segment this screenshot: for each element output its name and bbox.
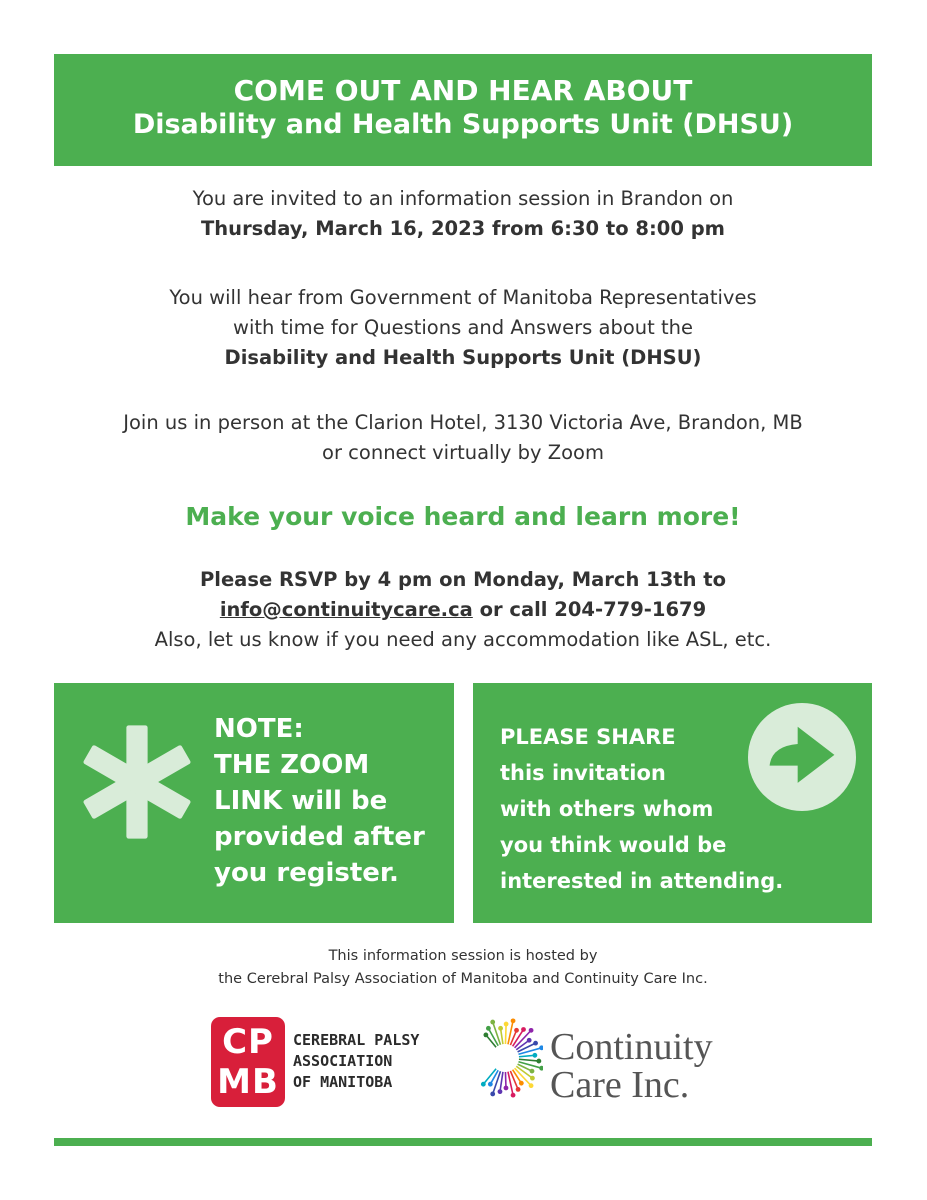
location-line-1: Join us in person at the Clarion Hotel, 3130 Victoria Ave, Brandon, MB (123, 411, 803, 434)
hear-line-1: You will hear from Government of Manitoba Representatives (169, 286, 757, 309)
bottom-rule (54, 1138, 872, 1146)
cpmb-name-line: OF MANITOBA (293, 1073, 393, 1091)
note-line: THE ZOOM (214, 750, 370, 780)
burst-dot (490, 1092, 495, 1097)
burst-dot (490, 1020, 495, 1025)
rsvp-contact (54, 595, 872, 625)
hear-line-3: Disability and Health Supports Unit (DHSU) (224, 346, 702, 369)
burst-ray (519, 1059, 539, 1061)
cpmb-name-line: ASSOCIATION (293, 1052, 393, 1070)
burst-dot (533, 1041, 538, 1046)
share-line: this invitation (500, 761, 666, 785)
host-line-1: This information session is hosted by (328, 948, 598, 964)
burst-dot (504, 1086, 509, 1091)
share-line: PLEASE SHARE (500, 725, 676, 749)
asterisk-icon (78, 723, 196, 841)
burst-dot (539, 1045, 543, 1050)
note-line: you register. (214, 858, 399, 888)
burst-dot (539, 1066, 543, 1071)
burst-dot (516, 1087, 521, 1092)
email-link[interactable]: info@continuitycare.ca (219, 598, 473, 621)
arrow-right-circle-icon (748, 703, 856, 811)
note-line: NOTE: (214, 714, 304, 744)
burst-ray (505, 1024, 506, 1044)
burst-dot (527, 1038, 532, 1043)
tagline: Make your voice heard and learn more! (185, 502, 741, 531)
burst-dot (481, 1082, 486, 1087)
burst-ray (501, 1028, 503, 1044)
rsvp-line-1: Please RSVP by 4 pm on Monday, March 13th to (199, 568, 726, 591)
burst-dot (511, 1018, 516, 1023)
burst-dot (483, 1032, 488, 1037)
cc-name-line: Continuity (550, 1026, 713, 1068)
burst-dot (498, 1089, 503, 1094)
invite-line: You are invited to an information session in Brandon on (192, 187, 734, 210)
rsvp-line-3: Also, let us know if you need any accommodation like ASL, etc. (154, 628, 772, 651)
burst-ray (486, 1035, 496, 1047)
share-line: you think would be (500, 833, 727, 857)
burst-dot (488, 1082, 493, 1087)
host-credit (54, 945, 872, 991)
share-line: with others whom (500, 797, 714, 821)
burst-dot (521, 1027, 526, 1032)
share-line: interested in attending. (500, 869, 784, 893)
cpmb-logo (211, 1017, 285, 1107)
share-box (473, 683, 872, 923)
burst-dot (511, 1093, 516, 1098)
continuity-care-org-name (550, 1028, 713, 1104)
host-line-2: the Cerebral Palsy Association of Manitoba and Continuity Care Inc. (218, 971, 708, 987)
cc-name-line: Care Inc. (550, 1064, 690, 1106)
burst-ray (500, 1072, 503, 1092)
invite-paragraph (54, 184, 872, 244)
burst-ray (518, 1048, 541, 1054)
cpmb-org-name (293, 1030, 463, 1093)
location-paragraph (54, 408, 872, 468)
burst-dot (529, 1028, 534, 1033)
continuity-care-logo-icon (463, 1016, 543, 1100)
burst-dot (530, 1076, 535, 1081)
note-line: provided after (214, 822, 425, 852)
note-line: LINK will be (214, 786, 388, 816)
hear-paragraph (54, 283, 872, 373)
title-line-1: COME OUT AND HEAR ABOUT (233, 74, 693, 107)
burst-dot (529, 1083, 534, 1088)
hear-line-2: with time for Questions and Answers about the (233, 316, 693, 339)
event-title-banner (54, 54, 872, 166)
cpmb-logo-bottom: MB (217, 1062, 279, 1102)
burst-dot (498, 1026, 503, 1031)
cpmb-name-line: CEREBRAL PALSY (293, 1031, 420, 1049)
zoom-note-text (214, 711, 449, 891)
burst-dot (514, 1028, 519, 1033)
phone-text: or call 204-779-1679 (472, 598, 707, 621)
zoom-note-box (54, 683, 454, 923)
event-date-time: Thursday, March 16, 2023 from 6:30 to 8:00 pm (201, 217, 725, 240)
burst-dot (504, 1022, 509, 1027)
cpmb-logo-top: CP (222, 1022, 274, 1062)
title-line-2: Disability and Health Supports Unit (DHSU) (132, 109, 794, 140)
location-line-2: or connect virtually by Zoom (322, 441, 604, 464)
burst-dot (530, 1069, 535, 1074)
burst-dot (486, 1026, 491, 1031)
burst-dot (532, 1053, 537, 1058)
burst-dot (536, 1059, 541, 1064)
rsvp-paragraph (54, 565, 872, 655)
burst-dot (519, 1081, 524, 1086)
